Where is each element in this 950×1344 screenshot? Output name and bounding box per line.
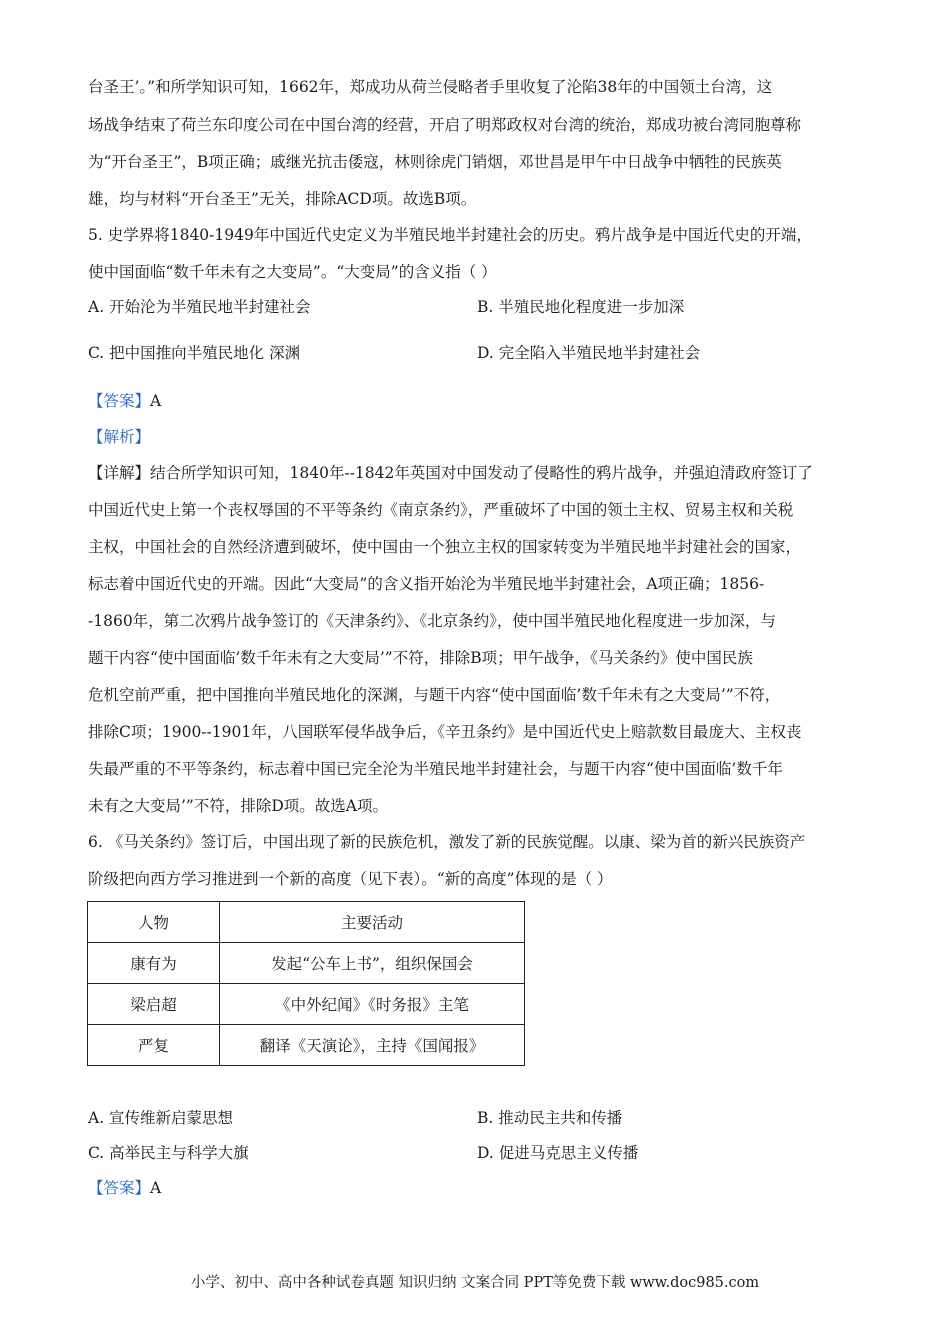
answer-tag: 【答案】 — [88, 392, 151, 410]
question-5-answer — [88, 391, 161, 411]
table-cell: 翻译《天演论》，主持《国闻报》 — [220, 1025, 525, 1066]
question-5-detail — [88, 463, 813, 483]
detail-line: 中国近代史上第一个丧权辱国的不平等条约《南京条约》，严重破坏了中国的领土主权、贸易主权和关税 — [88, 501, 794, 519]
question-6-option-d: D. 促进马克思主义传播 — [477, 1144, 639, 1162]
table-cell: 康有为 — [88, 943, 220, 984]
text-line: 场战争结束了荷兰东印度公司在中国台湾的经营，开启了明郑政权对台湾的统治，郑成功被台湾同胞尊称 — [88, 116, 802, 134]
answer-value: A — [150, 392, 162, 410]
detail-tag: 【详解】 — [88, 464, 151, 482]
text-line: 台圣王’。”和所学知识可知，1662年，郑成功从荷兰侵略者手里收复了沦陷38年的中国领土台湾，这 — [88, 78, 773, 96]
table-cell: 《中外纪闻》《时务报》主笔 — [220, 984, 525, 1025]
table-cell: 梁启超 — [88, 984, 220, 1025]
detail-line: 主权，中国社会的自然经济遭到破坏，使中国由一个独立主权的国家转变为半殖民地半封建社会的国家， — [88, 538, 802, 556]
detail-line: 失最严重的不平等条约，标志着中国已完全沦为半殖民地半封建社会，与题干内容“使中国面临’数千年 — [88, 760, 783, 778]
detail-line: 未有之大变局’”不符，排除D项。故选A项。 — [88, 797, 388, 815]
detail-line: 标志着中国近代史的开端。因此“大变局”的含义指开始沦为半殖民地半封建社会，A项正确；1856- — [88, 575, 765, 593]
question-5-option-d: D. 完全陷入半殖民地半封建社会 — [477, 344, 701, 362]
activities-table — [87, 901, 525, 1066]
answer-value: A — [150, 1179, 162, 1197]
table-row — [88, 1025, 525, 1066]
table-header-cell: 主要活动 — [220, 902, 525, 943]
question-6-stem: 阶级把向西方学习推进到一个新的高度（见下表）。“新的高度”体现的是（ ） — [88, 870, 613, 888]
table-header-row — [88, 902, 525, 943]
detail-text: 结合所学知识可知，1840年--1842年英国对中国发动了侵略性的鸦片战争，并强迫清政府签订了 — [150, 464, 813, 482]
question-6-answer — [88, 1178, 161, 1198]
table-cell: 严复 — [88, 1025, 220, 1066]
table-row — [88, 984, 525, 1025]
page-footer: 小学、初中、高中各种试卷真题 知识归纳 文案合同 PPT等免费下载 www.doc985.com — [190, 1275, 760, 1291]
question-6-stem: 6. 《马关条约》签订后，中国出现了新的民族危机，激发了新的民族觉醒。以康、梁为首的新兴民族资产 — [88, 833, 806, 851]
question-5-stem: 使中国面临“数千年未有之大变局”。“大变局”的含义指（ ） — [88, 263, 497, 281]
detail-line: -1860年，第二次鸦片战争签订的《天津条约》、《北京条约》，使中国半殖民地化程度进一步加深，与 — [88, 612, 776, 630]
question-5-option-c: C. 把中国推向半殖民地化 深渊 — [88, 344, 301, 362]
question-5-analysis-tag — [88, 427, 150, 447]
question-5-stem: 5. 史学界将1840-1949年中国近代史定义为半殖民地半封建社会的历史。鸦片战争是中国近代史的开端， — [88, 226, 812, 244]
question-6-option-b: B. 推动民主共和传播 — [477, 1109, 623, 1127]
detail-line: 排除C项；1900--1901年，八国联军侵华战争后，《辛丑条约》是中国近代史上赔款数目最庞大、主权丧 — [88, 723, 802, 741]
table-row — [88, 943, 525, 984]
table-cell: 发起“公车上书”，组织保国会 — [220, 943, 525, 984]
table-header-cell: 人物 — [88, 902, 220, 943]
question-6-option-a: A. 宣传维新启蒙思想 — [88, 1109, 234, 1127]
text-line: 雄，均与材料“开台圣王”无关，排除ACD项。故选B项。 — [88, 190, 477, 208]
detail-line: 危机空前严重，把中国推向半殖民地化的深渊，与题干内容“使中国面临’数千年未有之大变局’”不符， — [88, 686, 781, 704]
question-5-option-a: A. 开始沦为半殖民地半封建社会 — [88, 298, 311, 316]
question-5-option-b: B. 半殖民地化程度进一步加深 — [477, 298, 685, 316]
detail-line: 题干内容“使中国面临’数千年未有之大变局’”不符，排除B项；甲午战争，《马关条约》使中国民族 — [88, 649, 753, 667]
analysis-tag: 【解析】 — [88, 428, 151, 446]
answer-tag: 【答案】 — [88, 1179, 151, 1197]
question-6-option-c: C. 高举民主与科学大旗 — [88, 1144, 249, 1162]
text-line: 为“开台圣王”，B项正确；戚继光抗击倭寇，林则徐虎门销烟，邓世昌是甲午中日战争中牺牲的民族英 — [88, 153, 782, 171]
